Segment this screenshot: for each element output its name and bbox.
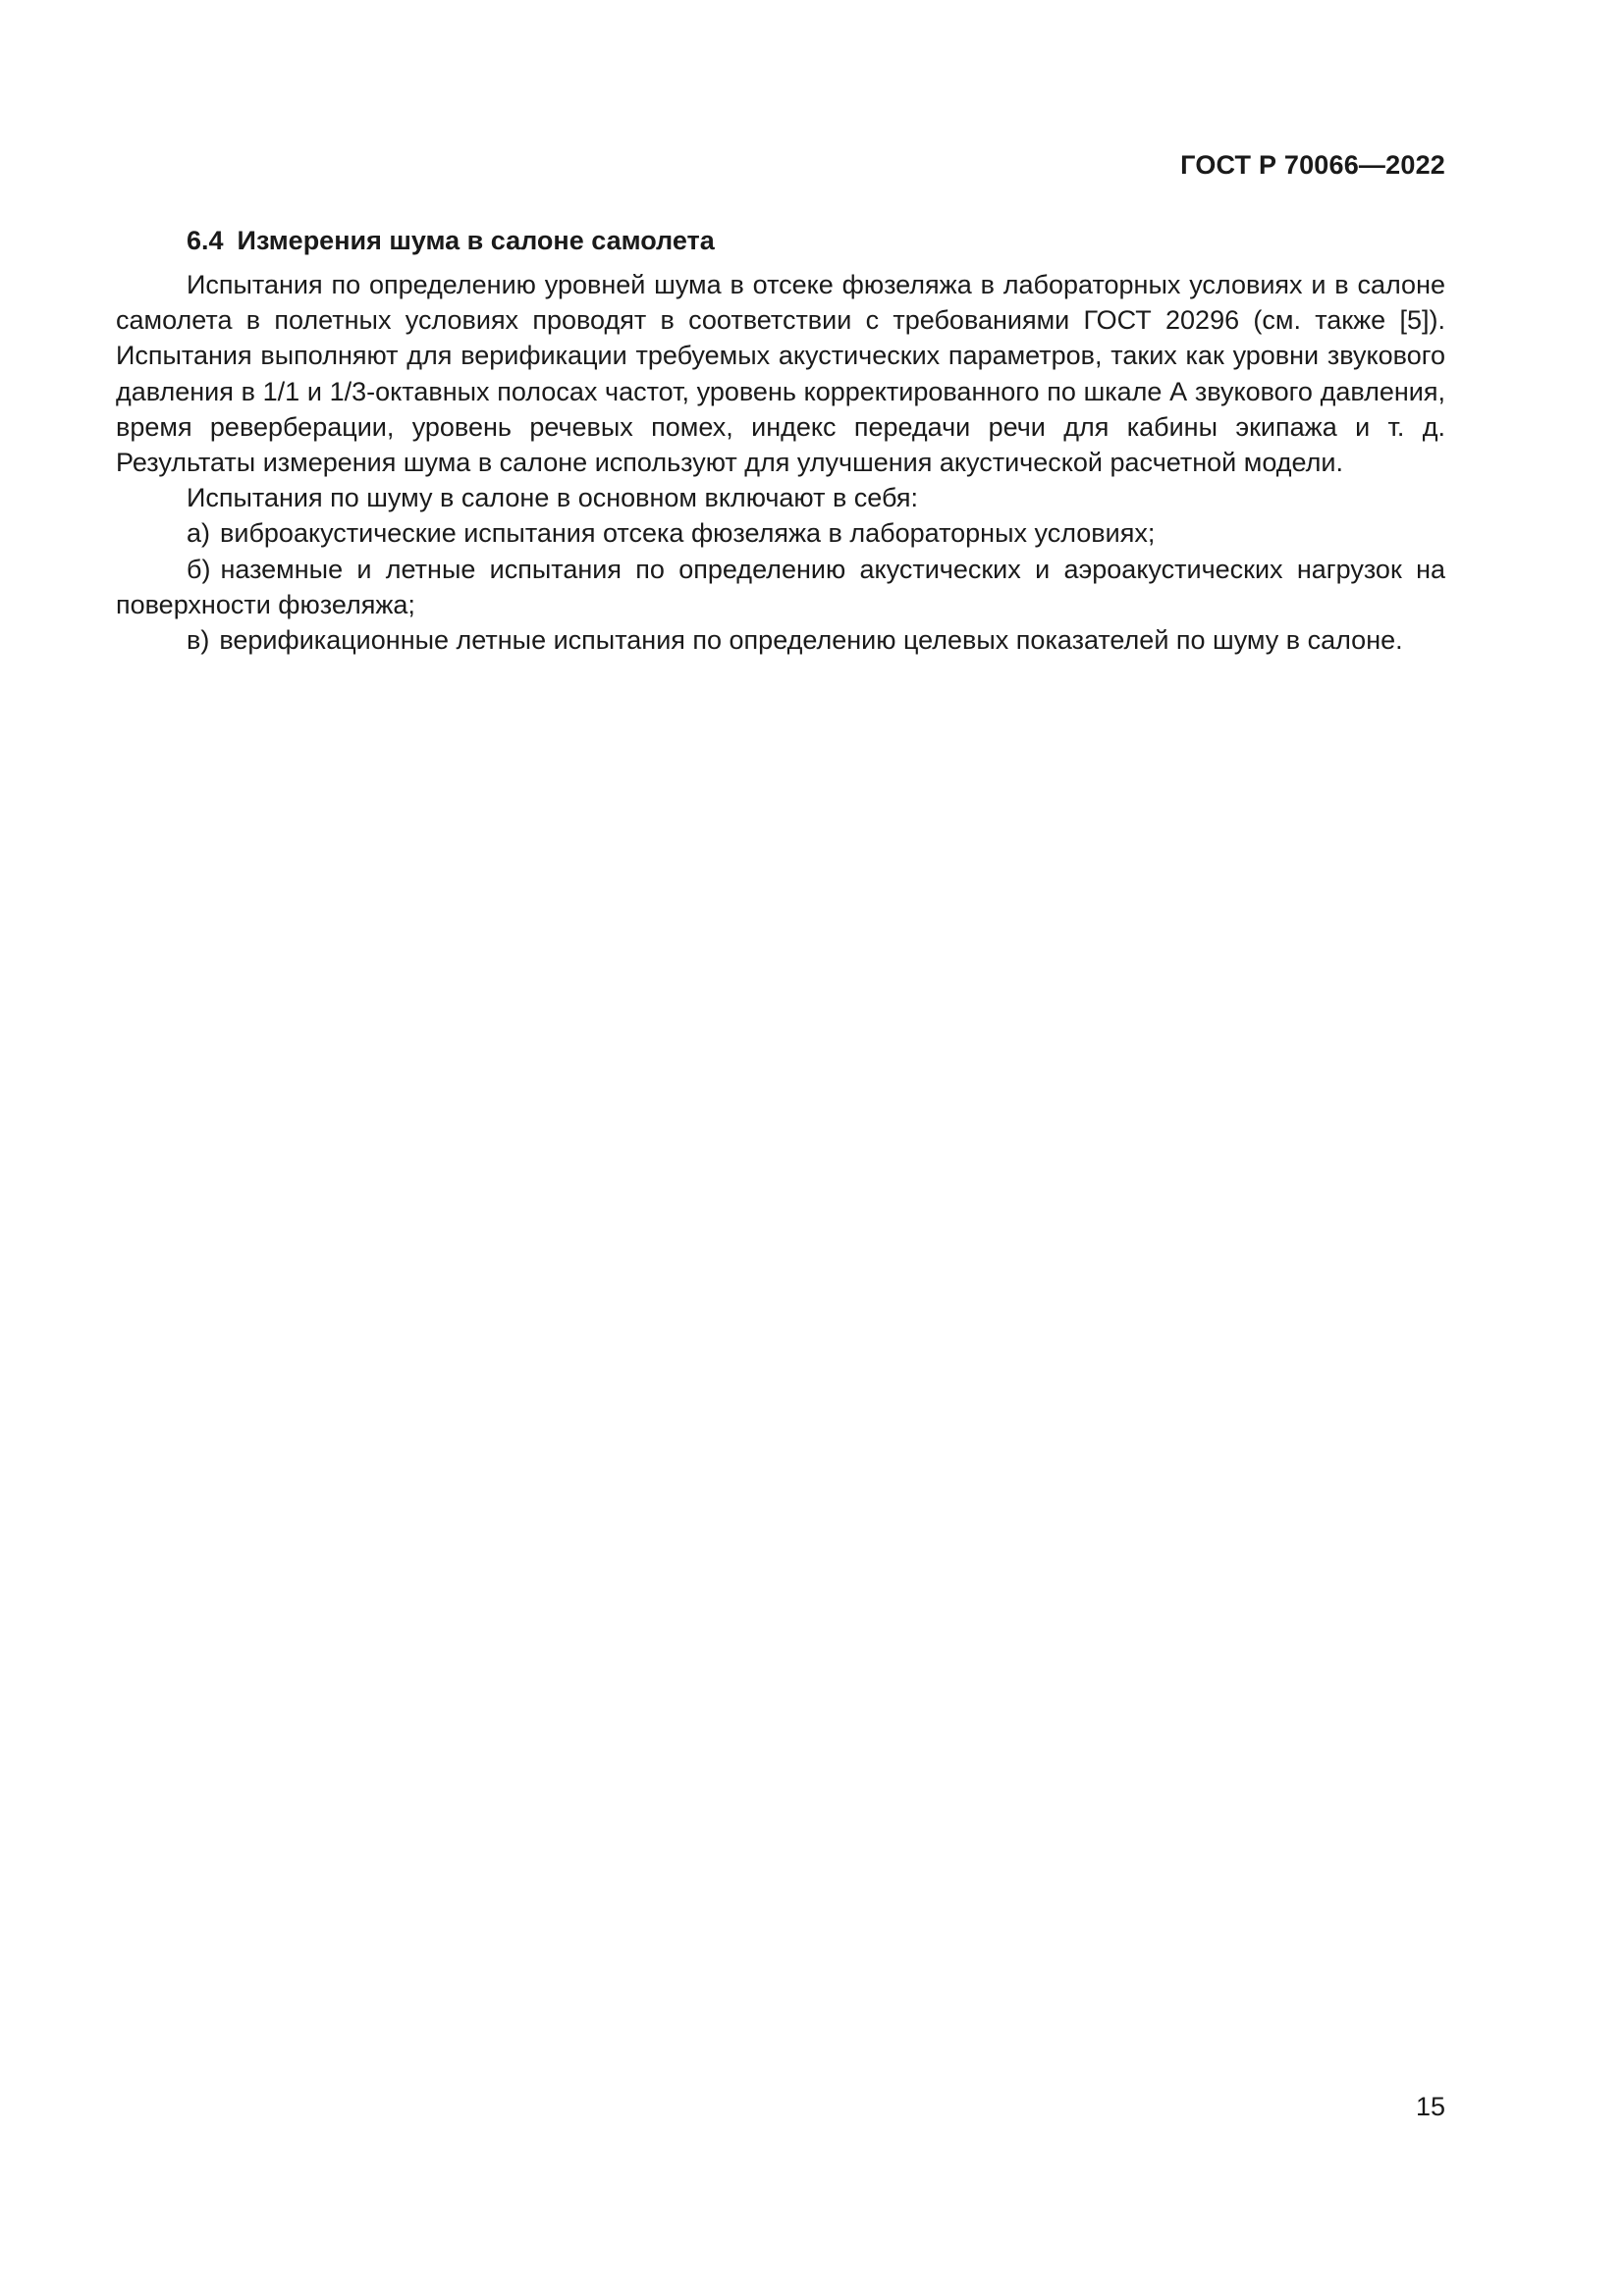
section-title: Измерения шума в салоне самолета [237,226,715,255]
list-item-marker: а) [187,518,211,549]
list-item [116,622,1445,658]
list-item-marker: в) [187,625,210,656]
list-item-text: виброакустические испытания отсека фюзеляжа в лабораторных условиях; [220,518,1156,549]
main-content [116,222,1445,658]
section-heading [116,222,1445,259]
paragraph-intro: Испытания по определению уровней шума в отсеке фюзеляжа в лабораторных условиях и в салоне самолета в полетных условиях проводят в соответствии с требованиями ГОСТ 20296 (см. также [5]). Испытания выполняют для верификации требуемых акустических параметров, таких как уровни звукового давления в 1/1 и 1/3-октавных полосах частот, уровень корректированного по шкале А звукового давления, время реверберации, уровень речевых помех, индекс передачи речи для кабины экипажа и т. д. Результаты измерения шума в салоне используют для улучшения акустической расчетной модели. [116,270,1445,478]
list-item-text: наземные и летные испытания по определению акустических и аэроакустических нагрузок на поверхности фюзеляжа; [116,554,1445,619]
section-number: 6.4 [187,226,224,255]
list-item-marker: б) [187,554,211,584]
list-item [116,552,1445,622]
standard-code-header: ГОСТ Р 70066—2022 [1180,150,1445,180]
page-number: 15 [1415,2092,1445,2121]
list-item [116,515,1445,551]
paragraph-list-lead: Испытания по шуму в салоне в основном включают в себя: [187,483,919,513]
list-item-text: верификационные летные испытания по определению целевых показателей по шуму в салоне. [219,625,1403,656]
